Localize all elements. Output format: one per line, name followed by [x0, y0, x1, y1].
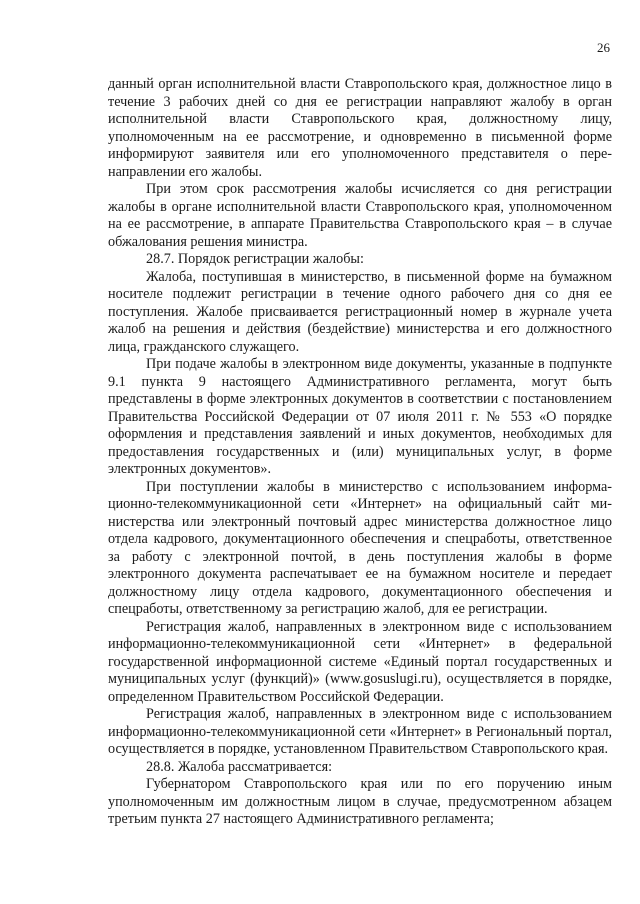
paragraph: При этом срок рассмотрения жалобы исчисляется со дня регистрации жалобы в органе исполнительной власти Ставропольского края, уполномоченном на ее рассмотрение, в аппарате Правительства Ставропольского края – в случае обжалования решения министра. [108, 181, 612, 250]
paragraph: Регистрация жалоб, направленных в электронном виде с использованием информационно-телекоммуникационной сети «Интернет» в Региональный портал, осуществляется в порядке, установленном Правительством Ставропольского края. [108, 706, 612, 757]
paragraph: Жалоба, поступившая в министерство, в письменной форме на бумажном носителе подлежит регистрации в течение одного рабочего дня со дня ее поступления. Жалобе присваивается регистрационный номер в журнале учета жалоб на решения и действия (бездействие) министерства и его должностного лица, гражданского служащего. [108, 268, 612, 355]
paragraph: Регистрация жалоб, направленных в электронном виде с использованием информационно-телекоммуникационной сети «Интернет» в федеральной государственной информационной системе «Единый портал государственных и муниципальных услуг (функций)» (www.gosuslugi.ru), осуществляется в порядке, определенном Правительством Российской Федерации. [108, 618, 612, 705]
section-heading-28-8: 28.8. Жалоба рассматривается: [146, 758, 333, 775]
section-heading-28-7: 28.7. Порядок регистрации жалобы: [146, 251, 364, 267]
paragraph: При подаче жалобы в электронном виде документы, указанные в подпункте 9.1 пункта 9 настоящего Административного регламента, могут быть представлены в форме электронных документов в соответствии с постановлением Правительства Российской Федерации от 07 июля 2011 г. № 553 «О порядке оформления и представления заявлений и иных документов, необходимых для предоставления государственных и (или) муниципальных услуг, в форме электронных документов». [108, 356, 612, 477]
paragraph: Губернатором Ставропольского края или по его поручению иным уполномоченным им должностным лицом в случае, предусмотренном абзацем третьим пункта 27 настоящего Административного регламента; [108, 776, 612, 827]
paragraph: данный орган исполнительной власти Ставропольского края, должностное лицо в течение 3 рабочих дней со дня ее регистрации направляют жалобу в орган исполнительной власти Ставропольского края, должностному лицу, уполномоченным на ее рассмотрение, и одновременно в письменной форме информируют заявителя или его уполномоченного представителя о перенаправлении его жалобы. [108, 76, 612, 180]
page-number: 26 [597, 40, 610, 55]
document-body [108, 76, 612, 829]
paragraph: При поступлении жалобы в министерство с использованием информационно-телекоммуникационной сети «Интернет» на официальный сайт министерства или электронный почтовый адрес министерства должностное лицо отдела кадрового, документационного обеспечения и спецработы, ответственное за работу с электронной почтой, в день поступления жалобы в форме электронного документа распечатывает ее на бумажном носителе и передает должностному лицу отдела кадрового, документационного обеспечения и спецработы, ответственному за регистрацию жалоб, для ее регистрации. [108, 478, 612, 617]
